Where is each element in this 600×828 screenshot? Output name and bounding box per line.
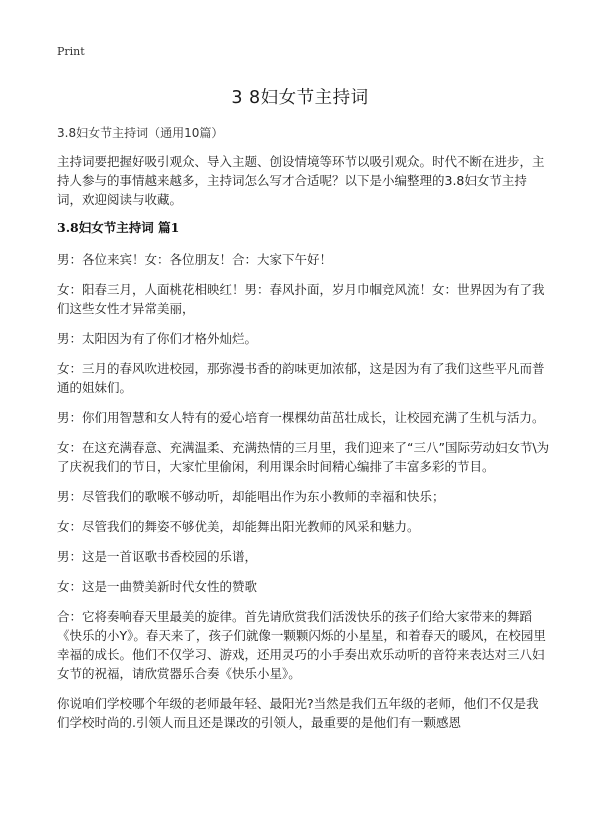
paragraph: 男：各位来宾！女：各位朋友！合：大家下午好！: [57, 252, 333, 267]
print-link[interactable]: Print: [57, 45, 85, 58]
page-title: 3 8妇女节主持词: [231, 88, 369, 108]
intro-paragraph: 主持词要把握好吸引观众、导入主题、创设情境等环节以吸引观众。时代不断在进步，主持人参与的事情越来越多，主持词怎么写才合适呢？以下是小编整理的3.8妇女节主持词，欢迎阅读与收藏。: [57, 154, 545, 207]
paragraph: 女：尽管我们的舞姿不够优美，却能舞出阳光教师的风采和魅力。: [57, 519, 420, 534]
paragraph: 女：在这充满春意、充满温柔、充满热情的三月里，我们迎来了“三八”国际劳动妇女节\为了庆祝我们的节日，大家忙里偷闲，利用课余时间精心编排了丰富多彩的节目。: [57, 440, 550, 474]
paragraph: 男：太阳因为有了你们才格外灿烂。: [57, 331, 258, 346]
paragraph: 女：这是一曲赞美新时代女性的赞歌: [57, 579, 258, 594]
paragraph: 男：你们用智慧和女人特有的爱心培育一棵棵幼苗茁壮成长，让校园充满了生机与活力。: [57, 410, 545, 425]
section-heading: 3.8妇女节主持词 篇1: [57, 220, 180, 235]
paragraph: 女：阳春三月，人面桃花相映红！男：春风扑面，岁月巾帼竞风流！女：世界因为有了我们这些女性才异常美丽，: [57, 282, 545, 316]
paragraph-list: [57, 250, 551, 743]
paragraph: 男：这是一首讴歌书香校园的乐谱，: [57, 549, 258, 564]
paragraph: 男：尽管我们的歌喉不够动听，却能唱出作为东小教师的幸福和快乐；: [57, 489, 445, 504]
paragraph: 你说咱们学校哪个年级的老师最年轻、最阳光?当然是我们五年级的老师，他们不仅是我们学校时尚的.引领人而且还是课改的引领人，最重要的是他们有一颗感恩: [57, 696, 539, 730]
subtitle: 3.8妇女节主持词（通用10篇）: [57, 126, 224, 140]
paragraph: 女：三月的春风吹进校园，那弥漫书香的韵味更加浓郁，这是因为有了我们这些平凡而普通的姐妹们。: [57, 361, 545, 395]
paragraph: 合：它将奏响春天里最美的旋律。首先请欣赏我们活泼快乐的孩子们给大家带来的舞蹈《快乐的小Y》。春天来了，孩子们就像一颗颗闪烁的小星星，和着春天的暖风，在校园里幸福的成长。他们不仅学习、游戏，还用灵巧的小手奏出欢乐动听的音符来表达对三八妇女节的祝福，请欣赏器乐合奏《快乐小星》。: [57, 609, 546, 681]
